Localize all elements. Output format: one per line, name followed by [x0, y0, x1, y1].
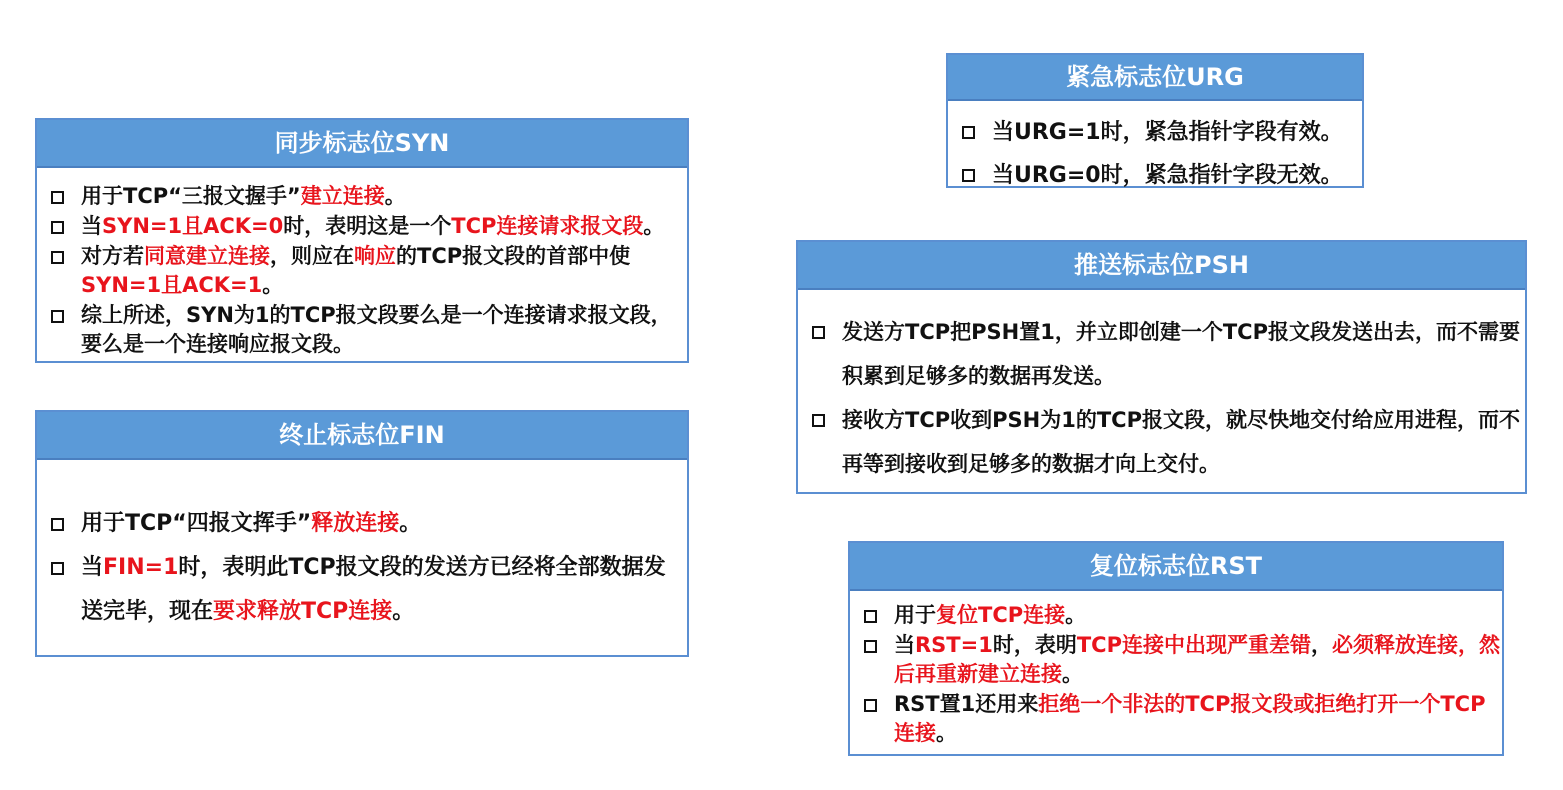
highlight-text: FIN=1: [103, 555, 179, 580]
checkbox-square-icon: [812, 326, 825, 339]
checkbox-square-icon: [51, 310, 64, 323]
card-syn: [35, 118, 689, 363]
list-item: [948, 154, 1362, 197]
highlight-text: ，然后再重新建立连接: [894, 633, 1500, 686]
text: 当: [894, 633, 915, 657]
text: 时，表明: [992, 633, 1077, 657]
checkbox-square-icon: [51, 562, 64, 575]
text: ，则应在: [270, 244, 354, 268]
card-title: 复位标志位RST: [850, 543, 1502, 591]
checkbox-square-icon: [51, 191, 64, 204]
list-item: [37, 212, 687, 241]
checkbox-square-icon: [51, 221, 64, 234]
text: 发送方TCP把PSH置1，并立即创建一个TCP报文段发送出去，而不需要积累到足够多的数据再发送。: [842, 320, 1520, 388]
list-item: [37, 301, 687, 359]
text: 当URG=0时，紧急指针字段无效。: [992, 163, 1343, 188]
bullet-list: [948, 101, 1362, 197]
highlight-text: SYN=1且ACK=0: [102, 214, 284, 238]
list-item: [850, 601, 1502, 630]
list-item: [798, 310, 1525, 398]
text: 用于TCP“三报文握手”: [81, 184, 301, 208]
bullet-list: [850, 591, 1502, 748]
card-title: 终止标志位FIN: [37, 412, 687, 460]
list-item: [37, 242, 687, 300]
text: 时，表明此TCP报文段的发送方已经将全部数据发送完毕，现在: [81, 555, 666, 624]
card-title: 同步标志位SYN: [37, 120, 687, 168]
list-item: [948, 111, 1362, 154]
list-item: [37, 182, 687, 211]
bullet-list: [37, 168, 687, 359]
text: 。: [399, 511, 422, 536]
checkbox-square-icon: [51, 251, 64, 264]
text: 。: [643, 214, 665, 238]
checkbox-square-icon: [962, 169, 975, 182]
list-item: [850, 690, 1502, 748]
checkbox-square-icon: [51, 518, 64, 531]
text: 。: [1062, 662, 1083, 686]
highlight-text: 响应: [354, 244, 396, 268]
text: 综上所述，SYN为1的TCP报文段要么是一个连接请求报文段，要么是一个连接响应报文段。: [81, 303, 672, 356]
list-item: [37, 546, 687, 634]
bullet-list: [37, 460, 687, 634]
text: 用于TCP“四报文挥手”: [81, 511, 312, 536]
card-urg: [946, 53, 1364, 188]
highlight-text: TCP连接请求报文段: [451, 214, 644, 238]
highlight-text: 拒绝一个非法的TCP报文段或拒绝打开一个TCP连接: [894, 692, 1486, 745]
highlight-text: 要求释放TCP连接: [213, 599, 393, 624]
highlight-text: SYN=1且ACK=1: [81, 273, 263, 297]
highlight-text: 复位TCP连接: [936, 603, 1066, 627]
highlight-text: RST=1: [915, 633, 993, 657]
bullet-list: [798, 290, 1525, 486]
text: 。: [262, 273, 284, 297]
checkbox-square-icon: [864, 699, 877, 712]
text: RST置1还用来: [894, 692, 1039, 716]
text: 。: [936, 721, 957, 745]
text: 用于: [894, 603, 936, 627]
checkbox-square-icon: [812, 414, 825, 427]
text: 对方若: [81, 244, 144, 268]
text: 。: [392, 599, 415, 624]
list-item: [850, 631, 1502, 689]
highlight-text: 释放连接: [311, 511, 400, 536]
text: 。: [1065, 603, 1087, 627]
text: 时，表明这是一个: [283, 214, 452, 238]
highlight-text: TCP连接中出现严重差错: [1076, 633, 1311, 657]
card-rst: [848, 541, 1504, 756]
card-title: 推送标志位PSH: [798, 242, 1525, 290]
checkbox-square-icon: [864, 610, 877, 623]
text: 当: [81, 214, 102, 238]
card-psh: [796, 240, 1527, 494]
text: 接收方TCP收到PSH为1的TCP报文段，就尽快地交付给应用进程，而不再等到接收到足够多的数据才向上交付。: [842, 408, 1520, 476]
list-item: [798, 398, 1525, 486]
text: 当URG=1时，紧急指针字段有效。: [992, 120, 1343, 145]
checkbox-square-icon: [864, 640, 877, 653]
text: 当: [81, 555, 104, 580]
card-fin: [35, 410, 689, 657]
card-title: 紧急标志位URG: [948, 55, 1362, 101]
text: ，: [1310, 633, 1332, 657]
highlight-text: 建立连接: [300, 184, 385, 208]
checkbox-square-icon: [962, 126, 975, 139]
text: 的TCP报文段的首部中使: [396, 244, 631, 268]
highlight-text: 同意建立连接: [144, 244, 270, 268]
list-item: [37, 502, 687, 546]
highlight-text: 必须释放连接: [1331, 633, 1458, 657]
text: 。: [384, 184, 406, 208]
